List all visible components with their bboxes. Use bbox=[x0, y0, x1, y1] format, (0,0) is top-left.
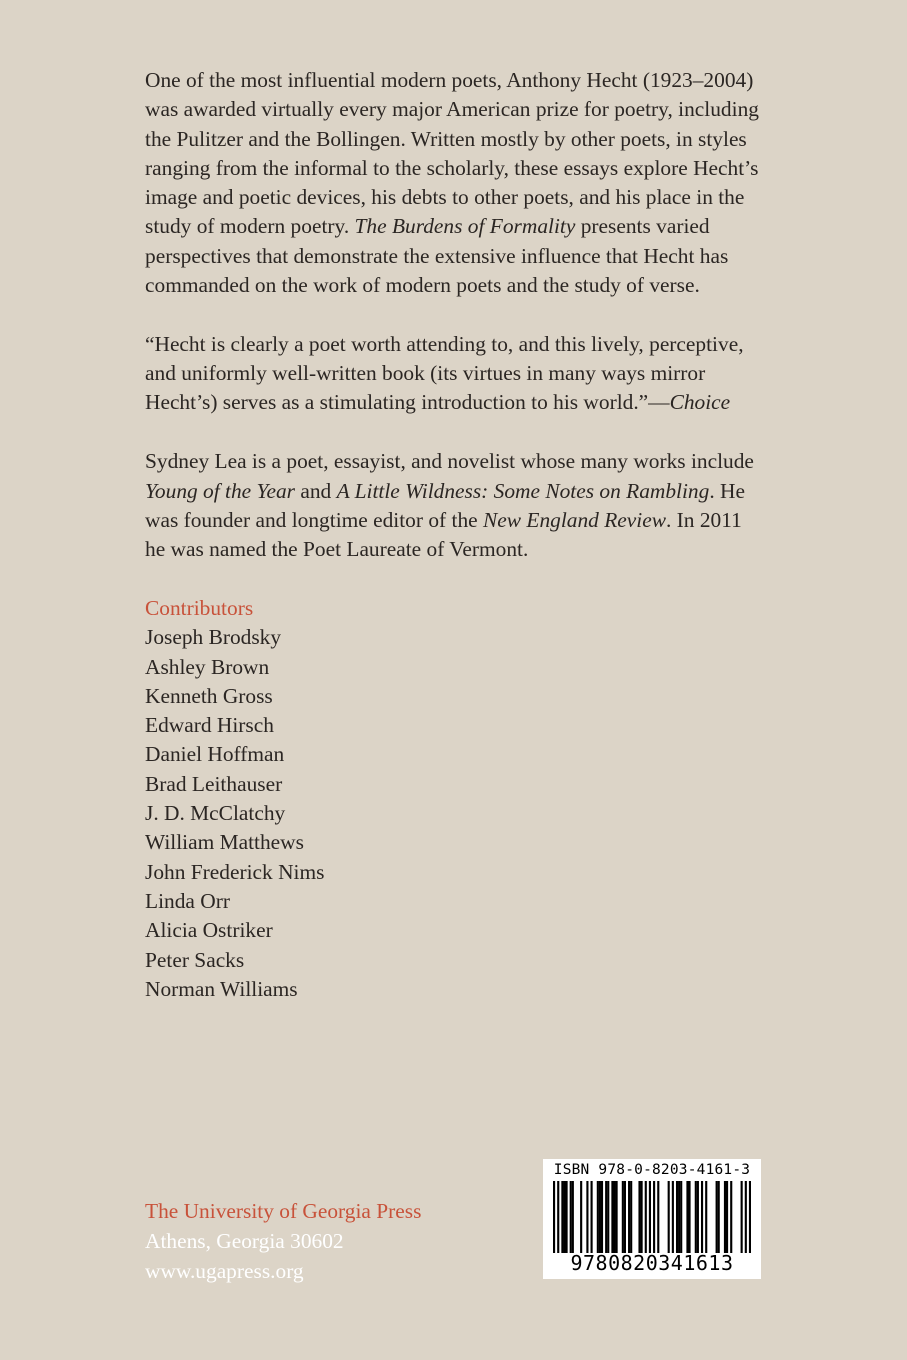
contributor-name: John Frederick Nims bbox=[145, 859, 325, 884]
barcode-bar bbox=[680, 1181, 682, 1253]
editor-bio: Sydney Lea is a poet, essayist, and novelist whose many works include Young of the Year and A Little Wildness: Some Notes on Rambling. He was founder and longtime editor of the New England Review. In 2011 he was named the Poet Laureate of Vermont. bbox=[145, 449, 754, 562]
barcode-bar bbox=[553, 1181, 555, 1253]
barcode-bar bbox=[586, 1181, 588, 1253]
contributor-name: Linda Orr bbox=[145, 888, 230, 913]
barcode-bar bbox=[605, 1181, 607, 1253]
barcode-bar bbox=[628, 1181, 630, 1253]
barcode-bar bbox=[749, 1181, 751, 1253]
barcode-bar bbox=[624, 1181, 626, 1253]
publisher-website: www.ugapress.org bbox=[145, 1259, 304, 1283]
book-description: One of the most influential modern poets, Anthony Hecht (1923–2004) was awarded virtually every major American prize for poetry, including the Pulitzer and the Bollingen. Written mostly by other poets, in styles ranging from the informal to the scholarly, these essays explore Hecht’s image and poetic devices, his debts to other poets, and his place in the study of modern poetry. The Burdens of Formality presents varied perspectives that demonstrate the extensive influence that Hecht has commanded on the work of modern poets and the study of verse. bbox=[145, 68, 759, 298]
barcode-bar bbox=[561, 1181, 563, 1253]
barcode-bar bbox=[613, 1181, 615, 1253]
barcode-bar bbox=[570, 1181, 572, 1253]
barcode-bar bbox=[741, 1181, 743, 1253]
barcode-bar bbox=[580, 1181, 582, 1253]
barcode-bar bbox=[678, 1181, 680, 1253]
publisher-name: The University of Georgia Press bbox=[145, 1199, 422, 1223]
barcode-bar bbox=[607, 1181, 609, 1253]
barcode-bar bbox=[653, 1181, 655, 1253]
contributor-name: Norman Williams bbox=[145, 976, 298, 1001]
review-quote: “Hecht is clearly a poet worth attending to, and this lively, perceptive, and uniformly well-written book (its virtues in many ways mirror Hecht’s) serves as a stimulating introduction to his world.”—Choice bbox=[145, 331, 744, 415]
barcode-bar bbox=[641, 1181, 643, 1253]
contributor-name: Edward Hirsch bbox=[145, 713, 274, 738]
isbn-label: ISBN 978-0-8203-4161-3 bbox=[553, 1162, 751, 1178]
barcode-bar bbox=[611, 1181, 613, 1253]
contributor-name: Daniel Hoffman bbox=[145, 742, 285, 767]
contributor-name: Ashley Brown bbox=[145, 654, 270, 679]
barcode-bar bbox=[563, 1181, 565, 1253]
isbn-barcode bbox=[543, 1159, 761, 1279]
publisher-address: Athens, Georgia 30602 bbox=[145, 1229, 344, 1253]
barcode-bar bbox=[591, 1181, 593, 1253]
barcode-bar bbox=[695, 1181, 697, 1253]
contributors-list bbox=[145, 623, 765, 1004]
barcode-bar bbox=[697, 1181, 699, 1253]
contributor-name: William Matthews bbox=[145, 830, 304, 855]
barcode-bar bbox=[686, 1181, 688, 1253]
barcode-bar bbox=[701, 1181, 703, 1253]
contributor-name: Kenneth Gross bbox=[145, 683, 273, 708]
contributor-name: J. D. McClatchy bbox=[145, 801, 286, 826]
barcode-bar bbox=[716, 1181, 718, 1253]
barcode-bar bbox=[630, 1181, 632, 1253]
barcode-bar bbox=[616, 1181, 618, 1253]
contributor-name: Peter Sacks bbox=[145, 947, 245, 972]
barcode-bar bbox=[688, 1181, 690, 1253]
barcode-bar bbox=[676, 1181, 678, 1253]
barcode-bar bbox=[599, 1181, 601, 1253]
barcode-bar bbox=[672, 1181, 674, 1253]
barcode-bar bbox=[649, 1181, 651, 1253]
barcode-bar bbox=[601, 1181, 603, 1253]
barcode-bar bbox=[668, 1181, 670, 1253]
barcode-bar bbox=[730, 1181, 732, 1253]
contributors-heading: Contributors bbox=[145, 595, 254, 620]
barcode-bar bbox=[566, 1181, 568, 1253]
barcode-bar bbox=[718, 1181, 720, 1253]
barcode-bar bbox=[572, 1181, 574, 1253]
barcode-bar bbox=[597, 1181, 599, 1253]
barcode-bar bbox=[745, 1181, 747, 1253]
barcode-bar bbox=[645, 1181, 647, 1253]
quote-source: Choice bbox=[669, 390, 731, 415]
back-cover-text bbox=[145, 66, 765, 1004]
contributor-name: Brad Leithauser bbox=[145, 771, 283, 796]
contributor-name: Joseph Brodsky bbox=[145, 625, 282, 650]
barcode-bar bbox=[557, 1181, 559, 1253]
publisher-block bbox=[145, 1196, 421, 1286]
barcode-bar bbox=[657, 1181, 659, 1253]
barcode-bar bbox=[724, 1181, 726, 1253]
barcode-bar bbox=[638, 1181, 640, 1253]
contributor-name: Alicia Ostriker bbox=[145, 918, 273, 943]
barcode-bar bbox=[705, 1181, 707, 1253]
barcode-number: 9780820341613 bbox=[570, 1251, 734, 1275]
book-title: The Burdens of Formality bbox=[354, 214, 576, 239]
barcode-bars bbox=[553, 1181, 751, 1253]
barcode-bar bbox=[622, 1181, 624, 1253]
barcode-bar bbox=[726, 1181, 728, 1253]
